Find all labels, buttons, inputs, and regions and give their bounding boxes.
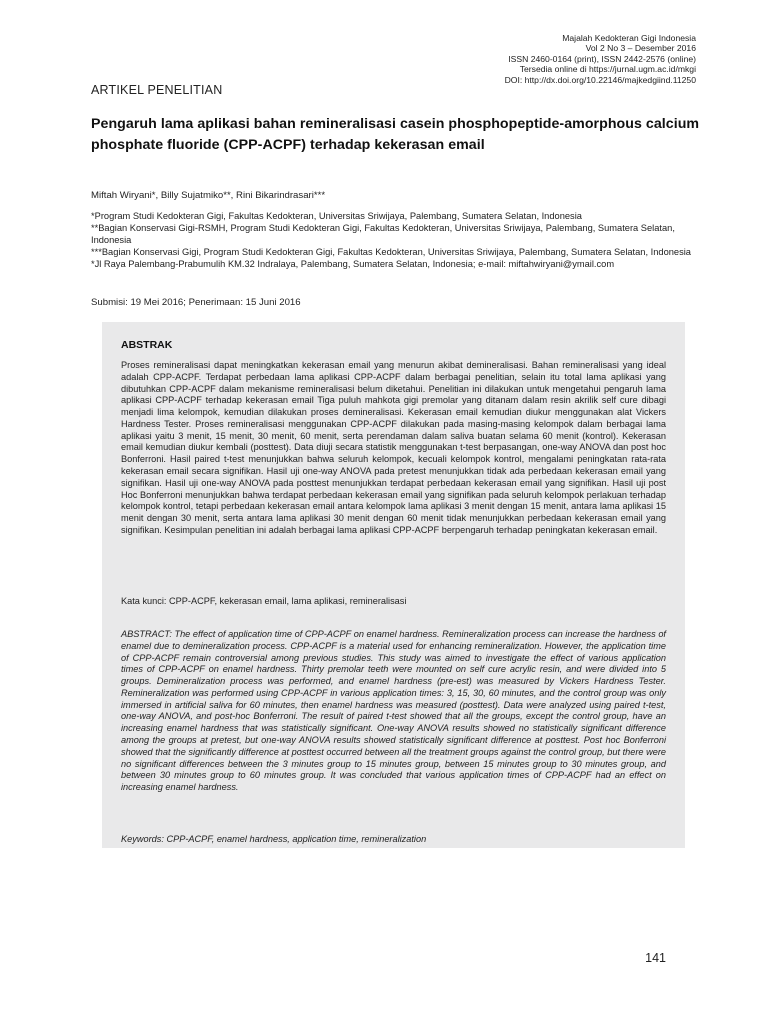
abstract-text: Proses remineralisasi dapat meningkatkan kekerasan email yang menurun akibat demineralisasi. Bahan remineralisasi yang ideal adalah CPP-ACPF. Terdapat perbedaan lama aplikasi CPP-ACPF dalam berbagai penelitian, selain itu total lama aplikasi yang dibutuhkan CPP-ACPF dalam mekanisme remineralisasi belum diketahui. Penelitian ini dilakukan untuk mengetahui pengaruh lama aplikasi CPP-ACPF terhadap kekerasan email Tiga puluh mahkota gigi premolar yang ditanam dalam resin akrilik self cure dibagi menjadi lima kelompok, kemudian dilakukan proses demineralisasi. Kekerasan email kemudian diukur menggunakan alat Vickers Hardness Tester. Proses remineralisasi menggunakan CPP-ACPF dilakukan pada masing-masing kelompok dalam berbagai lama aplikasi yaitu 3 menit, 15 menit, 30 menit, 60 menit, serta perendaman dalam saliva buatan selama 60 menit (kontrol). Kekerasan email kemudian diukur kembali (posttest). Data diuji secara statistik menggunakan t-test berpasangan, one-way ANOVA dan post hoc Bonferroni. Hasil paired t-test menunjukkan bahwa seluruh kelompok, kecuali kelompok kontrol, mengalami peningkatan rata-rata kekerasan email secara signifikan. Hasil uji one-way ANOVA pada pretest menunjukkan tidak ada perbedaan kekerasan email yang signifikan. Hasil uji one-way ANOVA pada posttest menunjukkan terdapat perbedaan kekerasan email yang signifikan. Hasil uji post Hoc Bonferroni menunjukkan bahwa terdapat perbedaan kekerasan email yang signifikan pada seluruh kelompok perlakuan terhadap kelompok kontrol, tetapi perbedaan kekerasan email antara kelompok lama aplikasi 3 menit dengan 15 menit, antara lama aplikasi 15 menit dengan 30 menit, serta antara lama aplikasi 30 menit dengan 60 menit tidak menunjukkan perbedaan kekerasan email yang signifikan. Kesimpulan penelitian ini adalah berbagai lama aplikasi CPP-ACPF berpengaruh terhadap peningkatan kekerasan email. — [121, 360, 666, 535]
page-number: 141 — [645, 951, 666, 965]
affiliation-3: ***Bagian Konservasi Gigi, Program Studi Kedokteran Gigi, Fakultas Kedokteran, Universitas Sriwijaya, Palembang, Sumatera Selatan, Indonesia — [91, 247, 691, 258]
affiliation-2: **Bagian Konservasi Gigi-RSMH, Program Studi Kedokteran Gigi, Fakultas Kedokteran, Universitas Sriwijaya, Palembang, Sumatera Selatan, Indonesia — [91, 223, 675, 246]
journal-online-link[interactable]: Tersedia online di https://jurnal.ugm.ac.id/mkgi — [519, 64, 696, 75]
english-abstract-text: ABSTRACT: The effect of application time of CPP-ACPF on enamel hardness. Remineralization process can increase the hardness of enamel due to demineralization process. CPP-ACPF is a material used for enhancing remineralization. However, the application time of CPP-ACPF remain controversial among previous studies. This study was aimed to investigate the effect of various application times of CPP-ACPF on enamel hardness. Thirty premolar teeth were mounted on self cure acrylic resin, and were divided into 5 groups. Demineralization process was performed, and enamel hardness (pre-est) was measured by Vickers Hardness Tester. Remineralization was performed using CPP-ACPF in various application times: 3, 15, 30, 60 minutes, and the control group was only immersed in artificial saliva for 60 minutes, then enamel hardness was measured (posttest). Data were analyzed using paired t-test, one-way ANOVA, and post-hoc Bonferroni. The result of paired t-test showed that all the groups, except the control group, have an increasing enamel hardness that was statistically significant. One-way ANOVA results showed no statistically significant difference among the groups at pretest, but one-way ANOVA results showed statistically significant difference at posttest. Post hoc Bonferroni showed that the significantly difference at posttest occurred between all the treatment groups against the control group, but there were no significant differences between the 3 minutes group to 15 minutes group, between 15 minutes group to 30 minutes group, and between 30 minutes group to 60 minutes group. It was concluded that various application times of CPP-ACPF had an effect on increasing enamel hardness. — [121, 629, 666, 793]
abstract-keywords: Kata kunci: CPP-ACPF, kekerasan email, lama aplikasi, remineralisasi — [121, 596, 407, 606]
english-keywords: Keywords: CPP-ACPF, enamel hardness, application time, remineralization — [121, 834, 427, 844]
journal-name: Majalah Kedokteran Gigi Indonesia — [562, 33, 696, 43]
journal-volume: Vol 2 No 3 – Desember 2016 — [585, 43, 696, 54]
affiliation-address: *Jl Raya Palembang-Prabumulih KM.32 Indralaya, Palembang, Sumatera Selatan, Indonesia; e-mail: miftahwiryani@ymail.com — [91, 259, 615, 270]
article-title: Pengaruh lama aplikasi bahan remineralisasi casein phosphopeptide-amorphous calcium phosphate fluoride (CPP-ACPF) terhadap kekerasan email — [91, 116, 700, 153]
journal-doi-link[interactable]: DOI: http://dx.doi.org/10.22146/majkedgiind.11250 — [504, 74, 696, 85]
journal-issn: ISSN 2460-0164 (print), ISSN 2442-2576 (online) — [508, 53, 696, 64]
affiliation-1: *Program Studi Kedokteran Gigi, Fakultas Kedokteran, Universitas Sriwijaya, Palembang, Sumatera Selatan, Indonesia — [91, 211, 582, 221]
journal-header — [505, 33, 696, 85]
author-list: Miftah Wiryani*, Billy Sujatmiko**, Rini Bikarindrasari*** — [91, 190, 326, 201]
section-label: ARTIKEL PENELITIAN — [91, 83, 223, 97]
abstract-box — [102, 322, 685, 848]
affiliations — [91, 210, 701, 270]
abstract-heading: ABSTRAK — [121, 339, 173, 351]
submission-dates: Submisi: 19 Mei 2016; Penerimaan: 15 Juni 2016 — [91, 297, 301, 308]
